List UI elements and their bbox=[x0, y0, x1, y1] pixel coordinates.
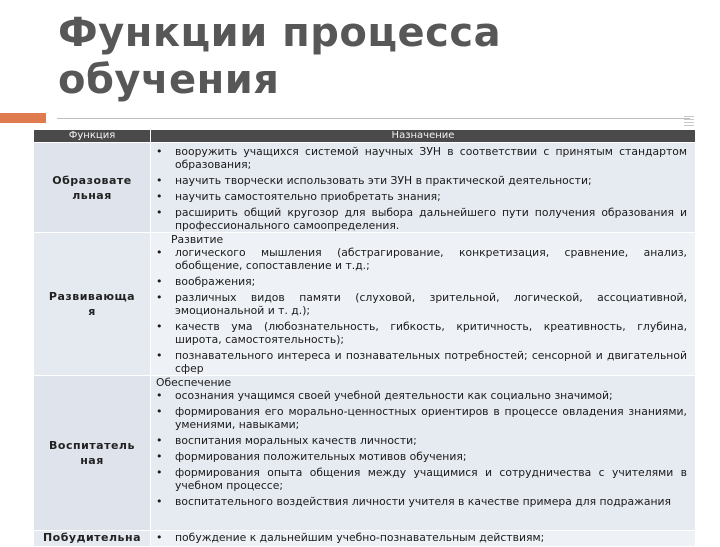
table-row bbox=[34, 143, 696, 233]
header-purpose: Назначение bbox=[151, 130, 696, 143]
list-item: • познавательного интереса и познавательных потребностей; сенсорной и двигательной сфер bbox=[151, 349, 687, 375]
purpose-list bbox=[151, 531, 695, 544]
table-row bbox=[34, 531, 696, 547]
list-item: • воспитательного воздействия личности учителя в качестве примера для подражания bbox=[151, 495, 687, 508]
purpose-lead: Развитие bbox=[171, 233, 224, 246]
table-row bbox=[34, 233, 696, 376]
purpose-list bbox=[151, 389, 695, 508]
function-name: Образовательная bbox=[52, 173, 132, 202]
purpose-list bbox=[151, 143, 695, 232]
decorative-lines bbox=[684, 116, 694, 128]
list-item: • вооружить учащихся системой научных ЗУН в соответствии с принятым стандартом образования; bbox=[151, 145, 687, 171]
list-item: • различных видов памяти (слуховой, зрительной, логической, ассоциативной, эмоциональной и т. д.); bbox=[151, 291, 687, 317]
purpose-cell bbox=[151, 233, 696, 376]
function-name: Развивающая bbox=[48, 290, 136, 318]
function-name: Побудительна bbox=[42, 531, 142, 544]
functions-table bbox=[33, 129, 696, 547]
list-item: • расширить общий кругозор для выбора дальнейшего пути получения образования и профессионального самоопределения. bbox=[151, 206, 687, 232]
slide-title: Функции процесса обучения bbox=[58, 10, 502, 103]
list-item: • осознания учащимся своей учебной деятельности как социально значимой; bbox=[151, 389, 687, 402]
list-item: • научить самостоятельно приобретать знания; bbox=[151, 190, 687, 203]
purpose-lead: Обеспечение bbox=[156, 376, 232, 389]
list-item: • логического мышления (абстрагирование, конкретизация, сравнение, анализ, обобщение, сопоставление и т.д.; bbox=[151, 246, 687, 272]
function-cell bbox=[34, 376, 151, 531]
list-item: • научить творчески использовать эти ЗУН в практической деятельности; bbox=[151, 174, 687, 187]
list-item: • формирования опыта общения между учащимися и сотрудничества с учителями в учебном процессе; bbox=[151, 466, 687, 492]
function-cell bbox=[34, 143, 151, 233]
accent-bar bbox=[0, 113, 46, 123]
list-item: • качеств ума (любознательность, гибкость, критичность, креативность, глубина, широта, самостоятельность); bbox=[151, 320, 687, 346]
function-cell bbox=[34, 233, 151, 376]
title-divider bbox=[57, 118, 690, 119]
list-item: • формирования положительных мотивов обучения; bbox=[151, 450, 687, 463]
list-item: • побуждение к дальнейшим учебно-познавательным действиям; bbox=[151, 531, 687, 544]
list-item: • формирования его морально-ценностных ориентиров в процессе овладения знаниями, умениями, навыками; bbox=[151, 405, 687, 431]
function-cell bbox=[34, 531, 151, 547]
purpose-cell bbox=[151, 143, 696, 233]
list-item: • воображения; bbox=[151, 275, 687, 288]
purpose-list bbox=[151, 246, 695, 375]
table-header-row bbox=[34, 130, 696, 143]
purpose-cell bbox=[151, 376, 696, 531]
header-function: Функция bbox=[34, 130, 151, 143]
purpose-cell bbox=[151, 531, 696, 547]
function-name: Воспитательная bbox=[49, 439, 135, 467]
list-item: • воспитания моральных качеств личности; bbox=[151, 434, 687, 447]
table-row bbox=[34, 376, 696, 531]
